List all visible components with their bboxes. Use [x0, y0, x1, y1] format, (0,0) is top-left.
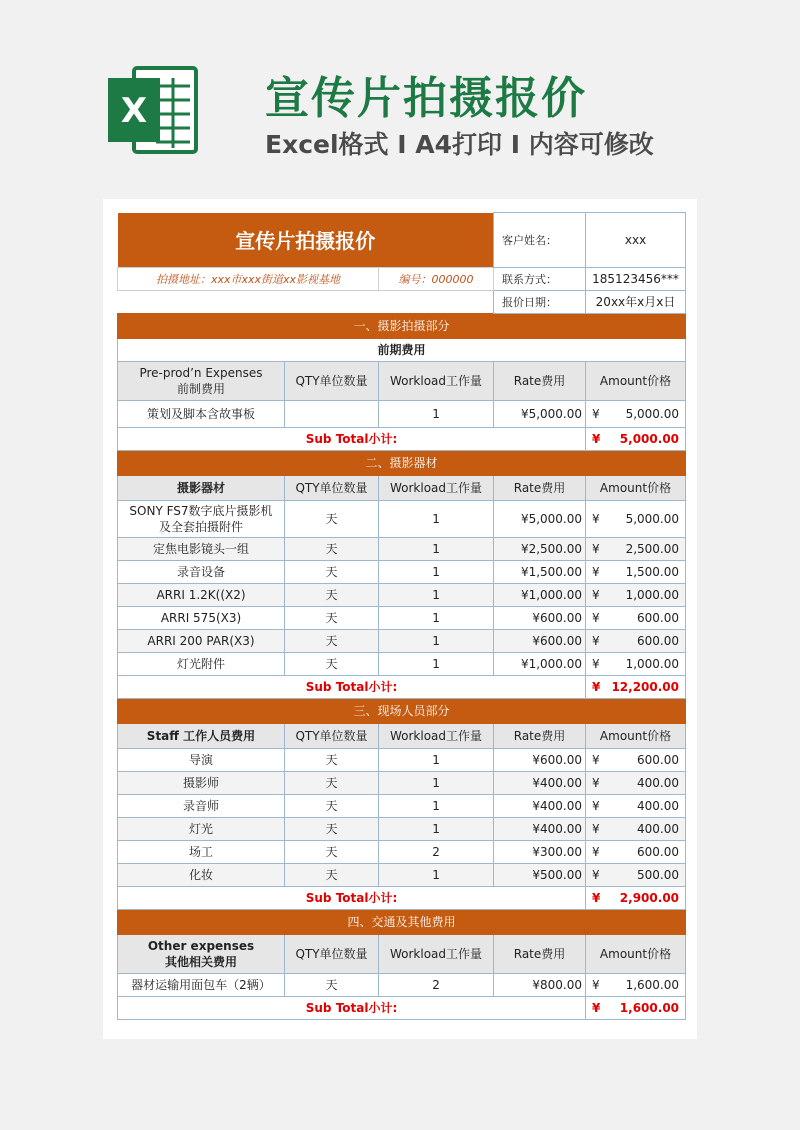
currency-symbol: ¥ — [592, 752, 600, 767]
quote-table — [117, 212, 686, 1020]
item-cell: 器材运输用面包车（2辆） — [118, 973, 285, 996]
amount-value: 1,000.00 — [625, 656, 680, 671]
workload-cell: 1 — [379, 748, 494, 771]
qty-cell: 天 — [285, 771, 379, 794]
column-header-row — [118, 723, 686, 748]
workload-column-header: Workload工作量 — [379, 361, 494, 400]
workload-column-header: Workload工作量 — [379, 475, 494, 500]
rate-cell: ¥500.00 — [494, 863, 586, 886]
workload-cell: 1 — [379, 771, 494, 794]
currency-symbol: ¥ — [592, 821, 600, 836]
rate-cell: ¥1,500.00 — [494, 560, 586, 583]
qty-cell: 天 — [285, 583, 379, 606]
currency-symbol: ¥ — [592, 564, 600, 579]
workload-cell: 2 — [379, 973, 494, 996]
rate-column-header: Rate费用 — [494, 934, 586, 973]
qty-cell: 天 — [285, 863, 379, 886]
qty-cell: 天 — [285, 794, 379, 817]
table-row — [118, 560, 686, 583]
workload-cell: 1 — [379, 652, 494, 675]
subtotal-amount — [586, 427, 686, 450]
amount-column-header: Amount价格 — [586, 475, 686, 500]
amount-value: 400.00 — [637, 775, 680, 790]
item-cell: 化妆 — [118, 863, 285, 886]
workload-cell: 1 — [379, 817, 494, 840]
item-column-header: Other expenses 其他相关费用 — [118, 934, 285, 973]
section-title: 四、交通及其他费用 — [118, 909, 686, 934]
currency-symbol: ¥ — [592, 431, 601, 446]
qty-cell: 天 — [285, 817, 379, 840]
rate-cell: ¥5,000.00 — [494, 400, 586, 427]
section-title: 一、摄影拍摄部分 — [118, 313, 686, 338]
currency-symbol: ¥ — [592, 633, 600, 648]
amount-value: 600.00 — [637, 610, 680, 625]
rate-cell: ¥300.00 — [494, 840, 586, 863]
qty-cell: 天 — [285, 748, 379, 771]
currency-symbol: ¥ — [592, 867, 600, 882]
amount-column-header: Amount价格 — [586, 934, 686, 973]
workload-cell: 1 — [379, 537, 494, 560]
currency-symbol: ¥ — [592, 890, 601, 905]
amount-cell — [586, 537, 686, 560]
amount-cell — [586, 817, 686, 840]
qty-cell: 天 — [285, 560, 379, 583]
amount-cell — [586, 973, 686, 996]
qty-cell — [285, 400, 379, 427]
workload-cell: 1 — [379, 606, 494, 629]
date-label: 报价日期： — [494, 290, 586, 313]
quote-number: 编号：000000 — [379, 267, 494, 290]
item-cell: ARRI 575(X3) — [118, 606, 285, 629]
amount-value: 600.00 — [637, 633, 680, 648]
banner-title: 宣传片拍摄报价 — [265, 73, 587, 124]
item-column-header: Pre-prod’n Expenses 前制费用 — [118, 361, 285, 400]
contact-label: 联系方式： — [494, 267, 586, 290]
subtotal-value: 2,900.00 — [619, 890, 680, 905]
subtotal-label: Sub Total小计: — [118, 886, 586, 909]
table-row — [118, 606, 686, 629]
qty-cell: 天 — [285, 973, 379, 996]
qty-column-header: QTY单位数量 — [285, 361, 379, 400]
currency-symbol: ¥ — [592, 511, 600, 526]
workload-cell: 1 — [379, 500, 494, 537]
item-cell: 定焦电影镜头一组 — [118, 537, 285, 560]
amount-cell — [586, 400, 686, 427]
amount-cell — [586, 500, 686, 537]
qty-cell: 天 — [285, 652, 379, 675]
client-label: 客户姓名： — [494, 213, 586, 268]
workload-cell: 1 — [379, 794, 494, 817]
item-cell: 录音设备 — [118, 560, 285, 583]
rate-cell: ¥800.00 — [494, 973, 586, 996]
table-row — [118, 583, 686, 606]
amount-value: 500.00 — [637, 867, 680, 882]
qty-cell: 天 — [285, 629, 379, 652]
subtotal-value: 1,600.00 — [619, 1000, 680, 1015]
table-row — [118, 652, 686, 675]
workload-cell: 2 — [379, 840, 494, 863]
currency-symbol: ¥ — [592, 656, 600, 671]
section-subtitle: 前期费用 — [118, 338, 686, 361]
table-row — [118, 973, 686, 996]
quote-sheet — [103, 199, 697, 1039]
currency-symbol: ¥ — [592, 1000, 601, 1015]
contact-value[interactable]: 185123456*** — [586, 267, 686, 290]
rate-column-header: Rate费用 — [494, 475, 586, 500]
qty-cell: 天 — [285, 500, 379, 537]
item-cell: 导演 — [118, 748, 285, 771]
banner — [0, 0, 800, 195]
amount-value: 400.00 — [637, 798, 680, 813]
item-cell: ARRI 1.2K((X2) — [118, 583, 285, 606]
date-value[interactable]: 20xx年x月x日 — [586, 290, 686, 313]
subtotal-value: 12,200.00 — [611, 679, 680, 694]
subtotal-label: Sub Total小计: — [118, 675, 586, 698]
rate-column-header: Rate费用 — [494, 361, 586, 400]
currency-symbol: ¥ — [592, 844, 600, 859]
currency-symbol: ¥ — [592, 587, 600, 602]
workload-cell: 1 — [379, 629, 494, 652]
shoot-address: 拍摄地址：xxx市xxx街道xx影视基地 — [118, 267, 379, 290]
table-row — [118, 817, 686, 840]
workload-cell: 1 — [379, 863, 494, 886]
currency-symbol: ¥ — [592, 679, 601, 694]
item-cell: 录音师 — [118, 794, 285, 817]
amount-cell — [586, 840, 686, 863]
item-cell: SONY FS7数字底片摄影机 及全套拍摄附件 — [118, 500, 285, 537]
amount-value: 400.00 — [637, 821, 680, 836]
item-column-header: Staff 工作人员费用 — [118, 723, 285, 748]
amount-column-header: Amount价格 — [586, 723, 686, 748]
banner-subtitle: Excel格式 I A4打印 I 内容可修改 — [265, 130, 654, 159]
subtotal-amount — [586, 886, 686, 909]
amount-value: 5,000.00 — [625, 511, 680, 526]
workload-column-header: Workload工作量 — [379, 723, 494, 748]
rate-column-header: Rate费用 — [494, 723, 586, 748]
amount-value: 1,500.00 — [625, 564, 680, 579]
amount-value: 5,000.00 — [625, 406, 680, 421]
excel-icon — [104, 60, 204, 160]
subtotal-amount — [586, 996, 686, 1019]
table-row — [118, 629, 686, 652]
table-row — [118, 771, 686, 794]
item-column-header: 摄影器材 — [118, 475, 285, 500]
amount-cell — [586, 560, 686, 583]
currency-symbol: ¥ — [592, 977, 600, 992]
amount-cell — [586, 583, 686, 606]
rate-cell: ¥5,000.00 — [494, 500, 586, 537]
workload-cell: 1 — [379, 400, 494, 427]
workload-cell: 1 — [379, 560, 494, 583]
section-title: 二、摄影器材 — [118, 450, 686, 475]
item-cell: 摄影师 — [118, 771, 285, 794]
rate-cell: ¥600.00 — [494, 606, 586, 629]
currency-symbol: ¥ — [592, 541, 600, 556]
subtotal-amount — [586, 675, 686, 698]
subtotal-row — [118, 886, 686, 909]
column-header-row — [118, 475, 686, 500]
amount-value: 1,600.00 — [625, 977, 680, 992]
rate-cell: ¥1,000.00 — [494, 583, 586, 606]
qty-cell: 天 — [285, 537, 379, 560]
currency-symbol: ¥ — [592, 406, 600, 421]
rate-cell: ¥400.00 — [494, 817, 586, 840]
qty-cell: 天 — [285, 840, 379, 863]
amount-value: 600.00 — [637, 844, 680, 859]
item-cell: 灯光附件 — [118, 652, 285, 675]
subtotal-row — [118, 675, 686, 698]
amount-value: 2,500.00 — [625, 541, 680, 556]
amount-cell — [586, 606, 686, 629]
table-row — [118, 748, 686, 771]
rate-cell: ¥1,000.00 — [494, 652, 586, 675]
section-title: 三、现场人员部分 — [118, 698, 686, 723]
qty-column-header: QTY单位数量 — [285, 723, 379, 748]
rate-cell: ¥2,500.00 — [494, 537, 586, 560]
sheet-title: 宣传片拍摄报价 — [118, 213, 494, 268]
column-header-row — [118, 934, 686, 973]
rate-cell: ¥600.00 — [494, 629, 586, 652]
amount-cell — [586, 863, 686, 886]
table-row — [118, 863, 686, 886]
amount-cell — [586, 794, 686, 817]
table-row — [118, 500, 686, 537]
amount-cell — [586, 652, 686, 675]
item-cell: ARRI 200 PAR(X3) — [118, 629, 285, 652]
subtotal-row — [118, 427, 686, 450]
rate-cell: ¥400.00 — [494, 771, 586, 794]
table-row — [118, 400, 686, 427]
table-row — [118, 537, 686, 560]
amount-cell — [586, 629, 686, 652]
qty-column-header: QTY单位数量 — [285, 475, 379, 500]
workload-cell: 1 — [379, 583, 494, 606]
currency-symbol: ¥ — [592, 775, 600, 790]
table-row — [118, 794, 686, 817]
item-cell: 策划及脚本含故事板 — [118, 400, 285, 427]
subtotal-value: 5,000.00 — [619, 431, 680, 446]
item-cell: 场工 — [118, 840, 285, 863]
table-row — [118, 840, 686, 863]
qty-cell: 天 — [285, 606, 379, 629]
subtotal-row — [118, 996, 686, 1019]
subtotal-label: Sub Total小计: — [118, 427, 586, 450]
currency-symbol: ¥ — [592, 798, 600, 813]
currency-symbol: ¥ — [592, 610, 600, 625]
amount-cell — [586, 771, 686, 794]
client-value[interactable]: xxx — [586, 213, 686, 268]
excel-icon-letter: X — [120, 91, 148, 131]
subtotal-label: Sub Total小计: — [118, 996, 586, 1019]
workload-column-header: Workload工作量 — [379, 934, 494, 973]
qty-column-header: QTY单位数量 — [285, 934, 379, 973]
amount-value: 1,000.00 — [625, 587, 680, 602]
item-cell: 灯光 — [118, 817, 285, 840]
amount-value: 600.00 — [637, 752, 680, 767]
amount-column-header: Amount价格 — [586, 361, 686, 400]
rate-cell: ¥400.00 — [494, 794, 586, 817]
amount-cell — [586, 748, 686, 771]
column-header-row — [118, 361, 686, 400]
rate-cell: ¥600.00 — [494, 748, 586, 771]
